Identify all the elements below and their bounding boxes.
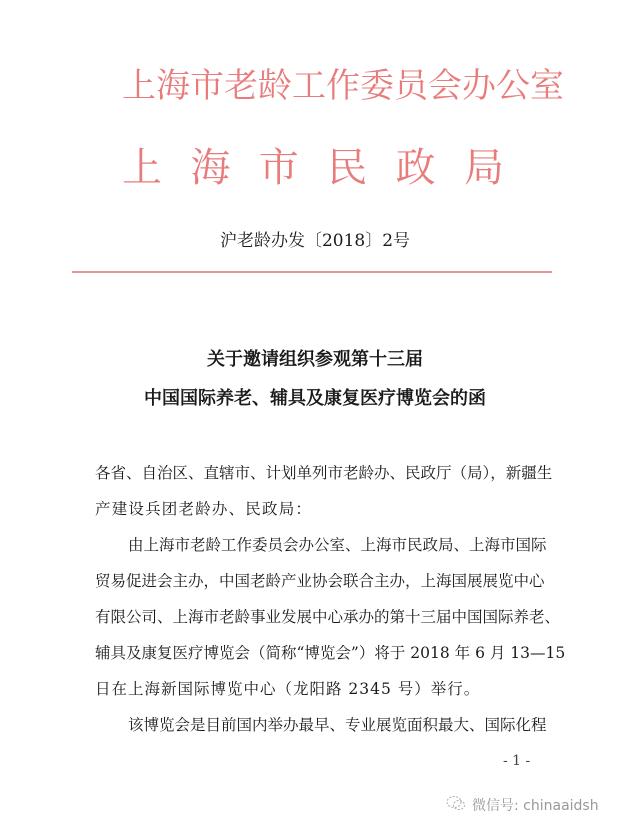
body-line: 有限公司、上海市老龄事业发展中心承办的第十三届中国国际养老、 [95,608,561,626]
body-line: 由上海市老龄工作委员会办公室、上海市民政局、上海市国际 [128,536,547,554]
issuer-name-2: 上海市民政局 [122,145,504,191]
watermark-text: 微信号: chinaaidsh [472,798,599,814]
body-line: 该博览会是目前国内举办最早、专业展览面积最大、国际化程 [128,716,547,734]
title-line-2: 中国国际养老、辅具及康复医疗博览会的函 [144,388,486,409]
body-line: 日在上海新国际博览中心（龙阳路 2345 号）举行。 [95,680,481,698]
watermark [446,795,599,815]
document-number: 沪老龄办发〔2018〕2号 [219,231,411,251]
body-line: 贸易促进会主办，中国老龄产业协会联合主办，上海国展展览中心 [95,572,545,590]
body-line: 产建设兵团老龄办、民政局： [95,500,313,518]
red-divider [72,271,552,273]
title-line-1: 关于邀请组织参观第十三届 [207,349,423,370]
body-line: 各省、自治区、直辖市、计划单列市老龄办、民政厅（局），新疆生 [95,464,553,482]
wechat-icon [446,795,466,815]
body-line: 辅具及康复医疗博览会（简称“博览会”）将于 2018 年 6 月 13—15 [95,644,566,662]
page-number: - 1 - [503,753,531,769]
issuer-name-1: 上海市老龄工作委员会办公室 [122,66,564,106]
